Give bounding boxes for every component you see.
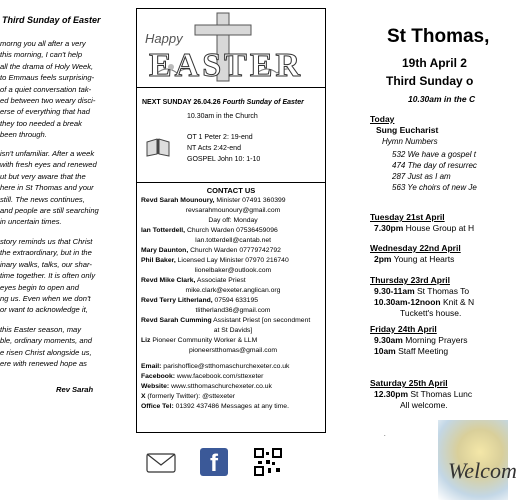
contact-detail[interactable]: lionelbaker@outlook.com <box>194 267 272 274</box>
pastoral-letter <box>0 0 134 500</box>
letter-paragraph-2 <box>0 148 134 228</box>
letter-title: Third Sunday of Easter <box>2 15 101 25</box>
reading-gospel: GOSPEL John 10: 1-10 <box>187 156 261 163</box>
next-sunday-box <box>136 88 326 183</box>
contact-detail[interactable]: pioneerstthomas@gmail.com <box>188 347 278 354</box>
event-day: Tuesday 21st April <box>370 212 445 222</box>
event-day: Friday 24th April <box>370 324 437 334</box>
letter-line: the extraordinary, but in the <box>0 248 92 258</box>
event-text: Morning Prayers <box>402 335 468 345</box>
letter-line: time together. It is often only <box>0 271 96 281</box>
contact-detail: 07594 633195 <box>212 297 258 304</box>
contact-name: Ian Totterdell, <box>141 227 186 234</box>
contact-link-value[interactable]: 01392 437486 Messages at any time. <box>173 403 289 410</box>
letter-line: story reminds us that Christ <box>0 237 93 246</box>
letter-line: or want to acknowledge it, <box>0 305 88 315</box>
letter-line: e risen Christ alongside us, <box>0 347 92 357</box>
letter-paragraph-3 <box>0 236 134 316</box>
letter-line: been through. <box>0 130 47 140</box>
contact-entry <box>141 216 325 226</box>
contact-entry <box>141 346 325 356</box>
contact-link-label: Office Tel: <box>141 403 174 410</box>
next-sunday-date: NEXT SUNDAY 26.04.26 <box>142 99 221 106</box>
event-day: Saturday 25th April <box>370 378 448 388</box>
event-day-block <box>370 378 472 411</box>
letter-line: with fresh eyes and renewed <box>0 160 97 170</box>
contact-name: Revd Mike Clark, <box>141 277 196 284</box>
contact-entry <box>141 256 325 266</box>
letter-line: erse of everything that had <box>0 107 90 117</box>
open-bible-icon <box>145 136 171 158</box>
contact-entry <box>141 276 325 286</box>
letter-line: still. The news continues, <box>0 194 85 204</box>
letter-line: ere with renewed hope as <box>0 359 87 369</box>
contact-link-label: Facebook: <box>141 373 175 380</box>
reading-ot: OT 1 Peter 2: 19-end <box>187 134 253 141</box>
contact-entry <box>141 226 325 236</box>
letter-paragraph-4 <box>0 324 134 370</box>
contact-entry <box>141 246 325 256</box>
facebook-icon[interactable]: f <box>200 448 228 476</box>
letter-paragraph-1 <box>0 38 134 141</box>
event-text: Knit & N <box>440 297 475 307</box>
event-time: 2pm <box>374 254 392 264</box>
contact-entry <box>141 326 325 336</box>
event-line <box>370 297 474 308</box>
contact-link[interactable] <box>141 402 325 412</box>
contact-link[interactable] <box>141 372 325 382</box>
event-time: 12.30pm <box>374 389 409 399</box>
banner-happy: Happy <box>145 31 183 46</box>
contact-entry <box>141 316 325 326</box>
event-time: 9.30am <box>374 335 403 345</box>
contact-detail: at St Davids] <box>213 327 253 334</box>
event-text: Staff Meeting <box>395 346 449 356</box>
contact-detail: Minister 07491 360399 <box>214 197 286 204</box>
event-day-block <box>370 243 461 265</box>
contact-detail: Associate Priest <box>195 277 246 284</box>
contact-entry <box>141 266 325 276</box>
contact-entry <box>141 296 325 306</box>
event-day-block <box>370 324 468 357</box>
event-line <box>370 400 472 411</box>
letter-line: ut but very aware that the <box>0 171 86 181</box>
contact-name: Mary Daunton, <box>141 247 189 254</box>
hymn-numbers-label: Hymn Numbers <box>382 137 438 146</box>
letter-line: eyes begin to open and <box>0 282 79 292</box>
contact-detail: Church Warden 07779742792 <box>188 247 281 254</box>
today-label: Today <box>370 114 395 124</box>
contact-entry <box>141 206 325 216</box>
contact-entry <box>141 336 325 346</box>
event-text: St Thomas Lunc <box>408 389 473 399</box>
event-line <box>370 335 468 346</box>
contact-entry <box>141 236 325 246</box>
letter-line: here in St Thomas and your <box>0 183 94 193</box>
contact-entry <box>141 196 325 206</box>
middle-column <box>136 0 328 500</box>
event-line <box>370 389 472 400</box>
contact-detail: Assistant Priest [on secondment <box>211 317 311 324</box>
letter-line: inary walks, talks, our shar- <box>0 259 92 269</box>
event-text: St Thomas To <box>414 286 470 296</box>
event-day: Wednesday 22nd April <box>370 243 461 253</box>
contact-detail: Licensed Lay Minister 07970 216740 <box>175 257 289 264</box>
letter-line: ng us. Even when we don't <box>0 294 91 304</box>
hymn-list <box>392 149 477 193</box>
contact-detail[interactable]: mike.clark@exeter.anglican.org <box>185 287 281 294</box>
contact-link[interactable] <box>141 392 325 402</box>
contact-link-label: Email: <box>141 363 162 370</box>
contact-name: Revd Sarah Cumming <box>141 317 212 324</box>
letter-line: of a quiet conversation tak- <box>0 84 92 94</box>
contact-link[interactable] <box>141 362 325 372</box>
right-column <box>330 0 517 500</box>
hymn-item: 532 We have a gospel t <box>392 150 476 159</box>
bullet-dot: . <box>384 432 386 438</box>
letter-signoff: Rev Sarah <box>56 385 94 394</box>
bulletin-sunday: Third Sunday o <box>386 74 474 88</box>
contact-entry <box>141 286 325 296</box>
hymn-item: 287 Just as I am <box>392 172 451 181</box>
contact-link[interactable] <box>141 382 325 392</box>
contact-detail[interactable]: tlitherland36@gmail.com <box>195 307 271 314</box>
letter-line: all the drama of Holy Week, <box>0 61 94 71</box>
welcome-text: Welcom <box>448 458 517 483</box>
event-line <box>370 223 474 234</box>
bulletin-date: 19th April 2 <box>402 56 467 70</box>
event-time: 9.30-11am <box>374 286 415 296</box>
letter-line: this morning, I can't help <box>0 50 83 60</box>
event-line <box>370 346 468 357</box>
reading-nt: NT Acts 2:42-end <box>187 145 241 152</box>
contact-name: Phil Baker, <box>141 257 176 264</box>
contact-detail: Church Warden 07536459096 <box>185 227 278 234</box>
contact-detail: Day off: Monday <box>208 217 258 224</box>
event-text: All welcome. <box>400 400 448 410</box>
next-sunday-name: Fourth Sunday of Easter <box>222 99 304 106</box>
event-time: 10am <box>374 346 396 356</box>
letter-line: this Easter season, may <box>0 325 82 334</box>
contact-link-value[interactable]: www.facebook.com/sttexeter <box>175 373 264 380</box>
event-line <box>370 254 461 265</box>
service-time: 10.30am in the C <box>408 94 476 104</box>
contact-link-label: X <box>141 393 146 400</box>
church-title: St Thomas, <box>387 26 490 47</box>
contact-links <box>137 362 325 412</box>
event-day-block <box>370 275 474 319</box>
next-sunday-heading <box>142 98 304 108</box>
letter-line: ed between two weary disci- <box>0 96 96 106</box>
easter-banner <box>136 8 326 88</box>
letter-line: morng you all after a very <box>0 39 86 48</box>
event-time: 7.30pm <box>374 223 404 233</box>
contact-link-value[interactable]: (formerly Twitter): @sttexeter <box>145 393 236 400</box>
event-day: Thursday 23rd April <box>370 275 450 285</box>
event-line <box>370 286 474 297</box>
hymn-item: 474 The day of resurrec <box>392 161 477 170</box>
event-text: Young at Hearts <box>391 254 455 264</box>
contact-link-value[interactable]: www.stthomaschurchexeter.co.uk <box>169 383 272 390</box>
banner-easter: EASTER <box>149 47 304 84</box>
event-text: Tuckett's house. <box>400 308 462 318</box>
eucharist-label: Sung Eucharist <box>376 125 439 135</box>
contact-list <box>137 196 325 356</box>
event-time: 10.30am-12noon <box>374 297 441 307</box>
contact-link-label: Website: <box>141 383 170 390</box>
contact-detail: Pioneer Community Worker & LLM <box>150 337 258 344</box>
email-icon[interactable] <box>146 452 176 474</box>
event-day-block <box>370 212 474 234</box>
readings-list <box>187 132 260 165</box>
event-line <box>370 308 474 319</box>
event-text: House Group at H <box>403 223 475 233</box>
qr-code-icon[interactable] <box>254 448 282 476</box>
next-sunday-time: 10.30am in the Church <box>187 113 258 120</box>
contact-name: Liz <box>141 337 151 344</box>
contact-detail[interactable]: Ian.totterdell@cantab.net <box>194 237 272 244</box>
letter-line: in uncertain times. <box>0 217 62 227</box>
letter-line: to Emmaus feels surprising- <box>0 73 95 83</box>
contact-heading: CONTACT US <box>206 186 256 195</box>
contact-entry <box>141 306 325 316</box>
contact-detail[interactable]: revsarahmounoury@gmail.com <box>185 207 281 214</box>
letter-line: and people are still searching <box>0 206 99 216</box>
contact-name: Revd Sarah Mounoury, <box>141 197 215 204</box>
hymn-item: 563 Ye choirs of new Je <box>392 183 477 192</box>
contact-box <box>136 183 326 433</box>
contact-name: Revd Terry Litherland, <box>141 297 213 304</box>
contact-link-value[interactable]: parishoffice@stthomaschurchexeter.co.uk <box>161 363 290 370</box>
letter-line: isn't unfamiliar. After a week <box>0 149 95 158</box>
letter-line: ble, ordinary moments, and <box>0 336 93 346</box>
letter-line: they too needed a break <box>0 118 82 128</box>
